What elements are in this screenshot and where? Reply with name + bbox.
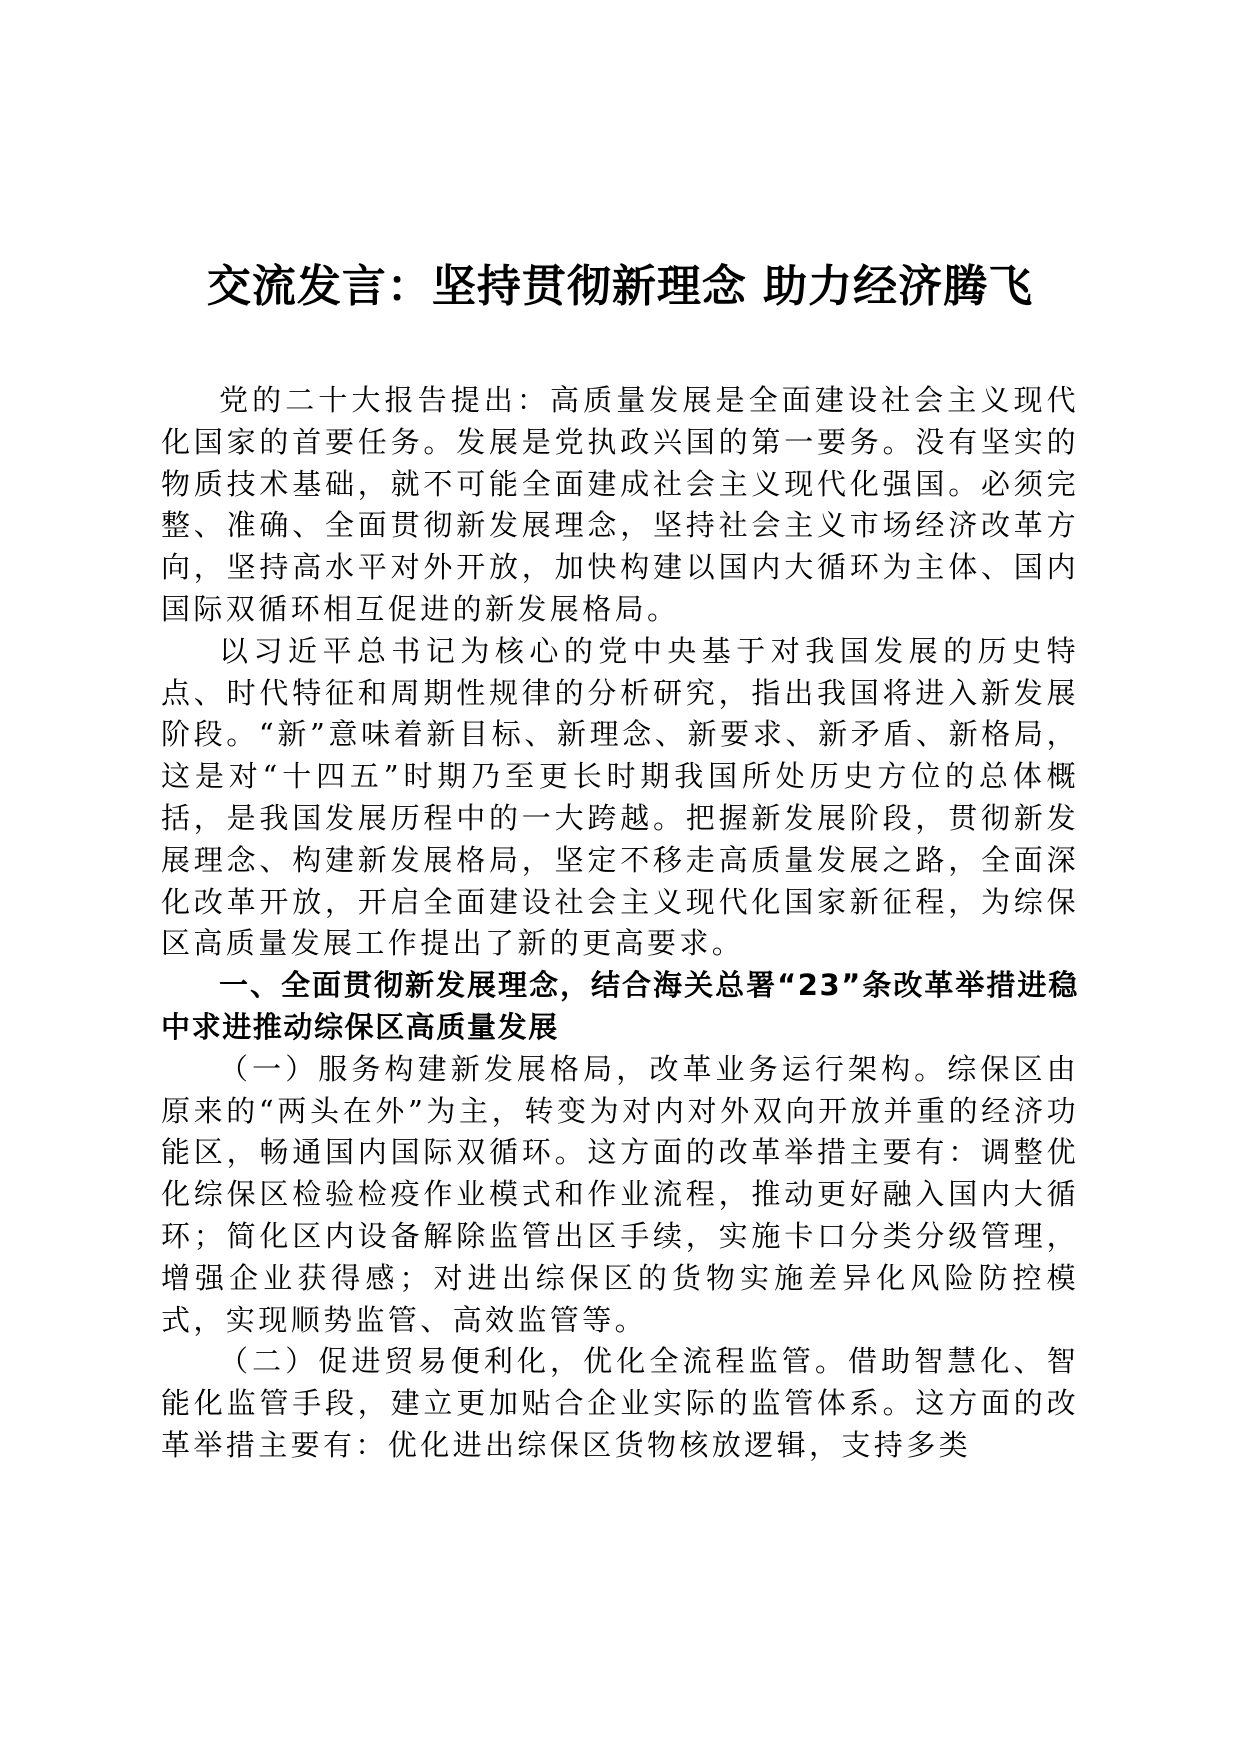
paragraph-new-stage: 以习近平总书记为核心的党中央基于对我国发展的历史特点、时代特征和周期性规律的分析研究，指出我国将进入新发展阶段。“新”意味着新目标、新理念、新要求、新矛盾、新格局，这是对“十四五”时期乃至更长时期我国所处历史方位的总体概括，是我国发展历程中的一大跨越。把握新发展阶段，贯彻新发展理念、构建新发展格局，坚定不移走高质量发展之路，全面深化改革开放，开启全面建设社会主义现代化国家新征程，为综保区高质量发展工作提出了新的更高要求。 [161,633,1079,961]
document-title: 交流发言：坚持贯彻新理念 助力经济腾飞 [206,261,1034,312]
section-heading: 一、全面贯彻新发展理念，结合海关总署“23”条改革举措进稳中求进推动综保区高质量发展 [161,968,1079,1044]
paragraph-intro: 党的二十大报告提出：高质量发展是全面建设社会主义现代化国家的首要任务。发展是党执政兴国的第一要务。没有坚实的物质技术基础，就不可能全面建成社会主义现代化强国。必须完整、准确、全面贯彻新发展理念，坚持社会主义市场经济改革方向，坚持高水平对外开放，加快构建以国内大循环为主体、国内国际双循环相互促进的新发展格局。 [161,383,1079,626]
subsection-1: （一）服务构建新发展格局，改革业务运行架构。综保区由原来的“两头在外”为主，转变为对内对外双向开放并重的经济功能区，畅通国内国际双循环。这方面的改革举措主要有：调整优化综保区检验检疫作业模式和作业流程，推动更好融入国内大循环；简化区内设备解除监管出区手续，实施卡口分类分级管理，增强企业获得感；对进出综保区的货物实施差异化风险防控模式，实现顺势监管、高效监管等。 [161,1051,1079,1337]
document-body [161,380,1079,1467]
subsection-2: （二）促进贸易便利化，优化全流程监管。借助智慧化、智能化监管手段，建立更加贴合企业实际的监管体系。这方面的改革举措主要有：优化进出综保区货物核放逻辑，支持多类 [161,1344,1079,1462]
